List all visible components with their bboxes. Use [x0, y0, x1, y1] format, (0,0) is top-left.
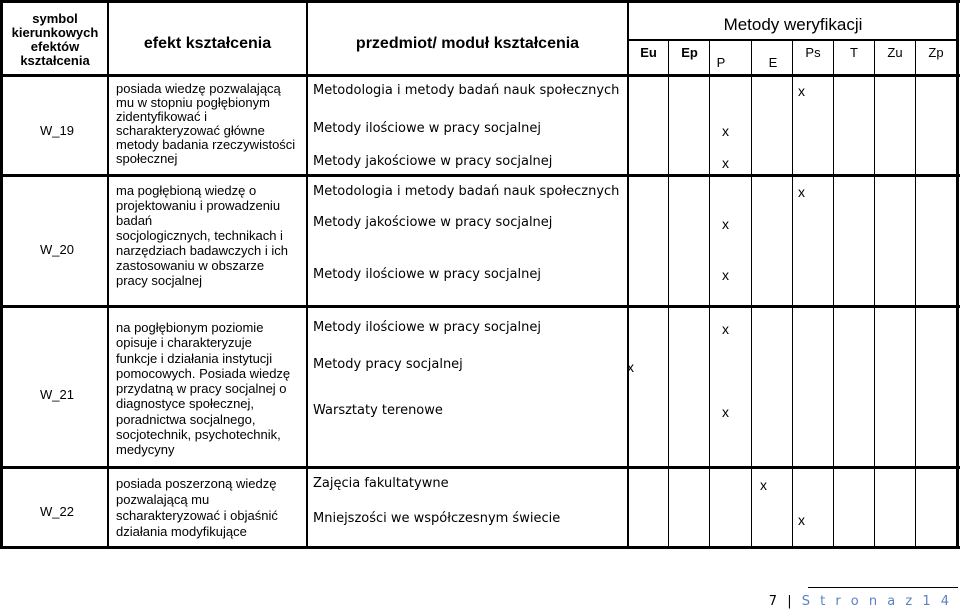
row-subject: Metody ilościowe w pracy socjalnej — [313, 267, 541, 282]
row-subject: Metodologia i metody badań nauk społecznych — [313, 184, 620, 199]
row-subject: Metody jakościowe w pracy socjalnej — [313, 215, 553, 230]
check-mark: x — [722, 216, 729, 232]
check-mark: x — [722, 155, 729, 171]
method-eu: Eu — [640, 45, 657, 60]
method-ps: Ps — [805, 45, 821, 60]
row-subject: Metodologia i metody badań nauk społecznych — [313, 83, 620, 98]
row-effect: posiada wiedzę pozwalającą mu w stopniu pogłębionym zidentyfikować i scharakteryzować główne metody badania rzeczywistości społecznej — [116, 81, 296, 166]
check-mark: x — [722, 321, 729, 337]
check-mark: x — [722, 267, 729, 283]
page-label: S t r o n a z 1 4 — [801, 594, 952, 609]
header-subject: przedmiot/ moduł kształcenia — [355, 35, 580, 52]
row-symbol: W_20 — [40, 242, 74, 257]
header-methods: Metody weryfikacji — [723, 15, 863, 34]
page-number: 7 — [768, 594, 781, 609]
row-subject: Metody jakościowe w pracy socjalnej — [313, 154, 553, 169]
check-mark: x — [798, 512, 805, 528]
row-symbol: W_21 — [40, 387, 74, 402]
method-t: T — [850, 45, 858, 60]
row-effect: posiada poszerzoną wiedzę pozwalającą mu scharakteryzować i objaśnić działania modyfikujące — [116, 476, 278, 539]
check-mark: x — [722, 123, 729, 139]
check-mark: x — [798, 184, 805, 200]
check-mark: x — [798, 83, 805, 99]
check-mark: x — [722, 404, 729, 420]
method-zp: Zp — [928, 45, 944, 60]
row-subject: Metody ilościowe w pracy socjalnej — [313, 320, 541, 335]
method-e: E — [768, 55, 778, 70]
header-symbol: symbol kierunkowych efektów kształcenia — [11, 11, 99, 68]
row-subject: Metody ilościowe w pracy socjalnej — [313, 121, 541, 136]
method-zu: Zu — [887, 45, 903, 60]
check-mark: x — [760, 477, 767, 493]
method-ep: Ep — [681, 45, 698, 60]
row-subject: Warsztaty terenowe — [313, 403, 443, 418]
row-subject: Mniejszości we współczesnym świecie — [313, 511, 561, 526]
method-p: P — [716, 55, 726, 70]
footer-separator: | — [787, 594, 795, 609]
page-footer — [769, 594, 952, 609]
row-subject: Metody pracy socjalnej — [313, 357, 463, 372]
row-effect: ma pogłębioną wiedzę o projektowaniu i prowadzeniu badań socjologicznych, technikach i narzędziach badawczych i ich zastosowaniu w obszarze pracy socjalnej — [116, 183, 288, 288]
row-symbol: W_22 — [40, 504, 74, 519]
header-effect: efekt kształcenia — [143, 35, 272, 52]
row-symbol: W_19 — [40, 123, 74, 138]
row-effect: na pogłębionym poziomie opisuje i charakteryzuje funkcje i działania instytucji pomocowych. Posiada wiedzę przydatną w pracy socjalnej o diagnostyce społecznej, poradnictwa socjalnego, socjotechnik, psychotechnik, medycyny — [116, 320, 291, 458]
check-mark: x — [627, 359, 634, 375]
row-subject: Zajęcia fakultatywne — [313, 476, 449, 491]
